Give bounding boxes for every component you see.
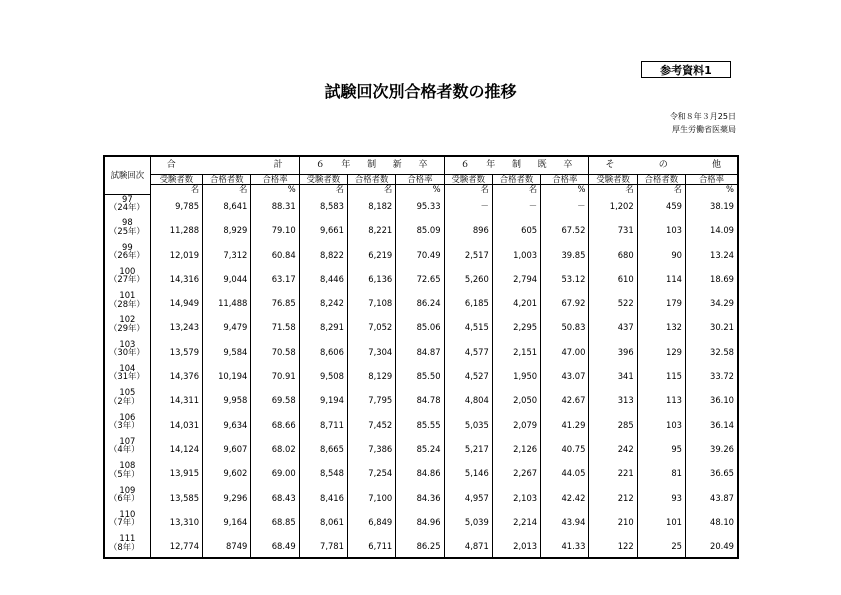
value-cell: 86.24 [396,291,444,315]
value-cell: 5,217 [444,437,492,461]
value-cell: 7,100 [347,486,395,510]
value-cell: 42.67 [541,388,589,412]
value-cell: 7,108 [347,291,395,315]
unit-cell: 名 [347,184,395,194]
row-header-cell: 試験回次 [104,156,150,194]
value-cell: 103 [637,218,685,242]
value-cell: 9,634 [203,413,251,437]
table-row [104,267,738,291]
document-date: 令和８年３月25日 [669,112,736,121]
unit-cell: 名 [492,184,540,194]
value-cell: 115 [637,364,685,388]
value-cell: 7,795 [347,388,395,412]
value-cell: 522 [589,291,637,315]
value-cell: 2,214 [492,510,540,534]
value-cell: 731 [589,218,637,242]
value-cell: 40.75 [541,437,589,461]
table-row [104,461,738,485]
table-body [104,194,738,558]
value-cell: 47.00 [541,340,589,364]
value-cell: 2,103 [492,486,540,510]
value-cell: 30.21 [686,315,739,339]
value-cell: 4,871 [444,534,492,558]
value-cell: 285 [589,413,637,437]
group-header-char: 他 [711,159,721,170]
exam-round-cell [104,461,150,485]
value-cell: 8,548 [299,461,347,485]
table-row [104,218,738,242]
exam-round-year: （30年） [109,347,145,358]
value-cell: 84.78 [396,388,444,412]
value-cell: 68.43 [251,486,299,510]
value-cell: 10,194 [203,364,251,388]
value-cell: 2,079 [492,413,540,437]
exam-round-year: （24年） [109,201,145,212]
value-cell: 70.91 [251,364,299,388]
table-row [104,243,738,267]
value-cell: 2,013 [492,534,540,558]
exam-round-year: （31年） [109,371,145,382]
table-row [104,413,738,437]
exam-round-cell [104,291,150,315]
value-cell: 680 [589,243,637,267]
group-header-char: の [658,159,668,170]
group-header-char: 卒 [418,159,428,170]
sub-header-cell: 合格者数 [637,174,685,184]
value-cell: － [492,194,540,218]
exam-round-cell [104,267,150,291]
value-cell: 9,296 [203,486,251,510]
value-cell: 38.19 [686,194,739,218]
value-cell: 101 [637,510,685,534]
value-cell: 122 [589,534,637,558]
value-cell: 8749 [203,534,251,558]
value-cell: 114 [637,267,685,291]
issuing-organization: 厚生労働省医薬局 [672,125,736,134]
value-cell: 70.58 [251,340,299,364]
exam-round-number: 103 [119,339,136,349]
value-cell: 68.85 [251,510,299,534]
value-cell: 8,929 [203,218,251,242]
value-cell: 7,304 [347,340,395,364]
value-cell: 7,254 [347,461,395,485]
value-cell: 5,039 [444,510,492,534]
value-cell: 2,794 [492,267,540,291]
value-cell: 95 [637,437,685,461]
value-cell: 8,606 [299,340,347,364]
value-cell: 9,508 [299,364,347,388]
value-cell: 69.00 [251,461,299,485]
value-cell: 41.29 [541,413,589,437]
value-cell: 32.58 [686,340,739,364]
exam-round-cell [104,413,150,437]
exam-round-cell [104,486,150,510]
sub-header-cell: 合格者数 [203,174,251,184]
value-cell: 4,804 [444,388,492,412]
exam-round-cell [104,218,150,242]
value-cell: 84.36 [396,486,444,510]
exam-round-number: 102 [119,315,136,325]
sub-header-cell: 受験者数 [299,174,347,184]
table-row [104,340,738,364]
unit-cell: % [541,184,589,194]
exam-round-number: 100 [119,266,136,276]
value-cell: 9,661 [299,218,347,242]
sub-header-cell: 合格者数 [492,174,540,184]
sub-header-cell: 受験者数 [589,174,637,184]
value-cell: 9,164 [203,510,251,534]
value-cell: 7,312 [203,243,251,267]
value-cell: 14,316 [150,267,202,291]
value-cell: 36.65 [686,461,739,485]
exam-round-number: 111 [119,534,136,544]
value-cell: 8,583 [299,194,347,218]
unit-row [104,184,738,194]
value-cell: 14,376 [150,364,202,388]
unit-cell: 名 [444,184,492,194]
value-cell: 2,126 [492,437,540,461]
exam-round-number: 97 [122,194,133,204]
value-cell: 12,019 [150,243,202,267]
unit-cell: % [251,184,299,194]
group-header-char: 年 [341,159,351,170]
value-cell: 8,416 [299,486,347,510]
value-cell: 36.10 [686,388,739,412]
group-header-char: 制 [367,159,377,170]
value-cell: 2,267 [492,461,540,485]
value-cell: 113 [637,388,685,412]
page-title: 試験回次別合格者数の推移 [324,82,517,101]
value-cell: 6,136 [347,267,395,291]
table-row [104,510,738,534]
value-cell: 210 [589,510,637,534]
group-header-char: 卒 [563,159,573,170]
group-header-previous-grads [444,156,589,174]
value-cell: 8,446 [299,267,347,291]
value-cell: － [541,194,589,218]
group-header-char: 制 [511,159,521,170]
value-cell: 132 [637,315,685,339]
value-cell: 13,585 [150,486,202,510]
reference-label: 参考資料1 [641,61,731,78]
table-row [104,315,738,339]
value-cell: 70.49 [396,243,444,267]
value-cell: 39.85 [541,243,589,267]
exam-round-year: （7年） [109,517,140,528]
exam-round-number: 104 [119,364,136,374]
value-cell: 14.09 [686,218,739,242]
exam-round-number: 99 [122,242,133,252]
value-cell: 8,221 [347,218,395,242]
value-cell: 81 [637,461,685,485]
value-cell: 84.87 [396,340,444,364]
value-cell: 610 [589,267,637,291]
exam-round-number: 107 [119,436,136,446]
results-table [103,155,739,559]
exam-round-cell [104,194,150,218]
group-header-new-grads [299,156,444,174]
value-cell: 242 [589,437,637,461]
table-row [104,534,738,558]
unit-cell: 名 [150,184,202,194]
value-cell: 13,579 [150,340,202,364]
value-cell: 2,151 [492,340,540,364]
exam-round-cell [104,340,150,364]
value-cell: 14,311 [150,388,202,412]
group-header-total [150,156,299,174]
value-cell: 85.09 [396,218,444,242]
value-cell: 5,035 [444,413,492,437]
value-cell: 8,061 [299,510,347,534]
value-cell: 48.10 [686,510,739,534]
value-cell: 68.66 [251,413,299,437]
value-cell: 18.69 [686,267,739,291]
sub-header-cell: 合格率 [251,174,299,184]
exam-round-year: （8年） [109,541,140,552]
value-cell: 86.25 [396,534,444,558]
value-cell: 79.10 [251,218,299,242]
exam-round-year: （6年） [109,492,140,503]
value-cell: 7,052 [347,315,395,339]
exam-round-number: 106 [119,412,136,422]
value-cell: 60.84 [251,243,299,267]
value-cell: 67.92 [541,291,589,315]
sub-header-cell: 合格率 [541,174,589,184]
value-cell: 11,488 [203,291,251,315]
value-cell: 459 [637,194,685,218]
group-header-char: そ [605,159,615,170]
exam-round-number: 98 [122,218,133,228]
unit-cell: 名 [203,184,251,194]
value-cell: 85.55 [396,413,444,437]
value-cell: 63.17 [251,267,299,291]
exam-round-year: （3年） [109,420,140,431]
table-row [104,388,738,412]
value-cell: 9,194 [299,388,347,412]
value-cell: 43.87 [686,486,739,510]
value-cell: 34.29 [686,291,739,315]
value-cell: 8,822 [299,243,347,267]
value-cell: 9,479 [203,315,251,339]
value-cell: 605 [492,218,540,242]
table-row [104,364,738,388]
unit-cell: 名 [299,184,347,194]
value-cell: 7,386 [347,437,395,461]
sub-header-cell: 受験者数 [444,174,492,184]
unit-cell: 名 [637,184,685,194]
value-cell: 9,584 [203,340,251,364]
group-header-char: 新 [392,159,402,170]
value-cell: 85.24 [396,437,444,461]
value-cell: 72.65 [396,267,444,291]
value-cell: 13,310 [150,510,202,534]
exam-round-year: （5年） [109,468,140,479]
exam-round-year: （28年） [109,298,145,309]
value-cell: 221 [589,461,637,485]
value-cell: 1,950 [492,364,540,388]
unit-cell: % [396,184,444,194]
value-cell: 212 [589,486,637,510]
exam-round-number: 108 [119,461,136,471]
group-header-row [104,156,738,174]
sub-header-row [104,174,738,184]
value-cell: 95.33 [396,194,444,218]
value-cell: 41.33 [541,534,589,558]
exam-round-number: 105 [119,388,136,398]
value-cell: 85.50 [396,364,444,388]
value-cell: 4,957 [444,486,492,510]
value-cell: 7,452 [347,413,395,437]
value-cell: 313 [589,388,637,412]
exam-round-cell [104,388,150,412]
value-cell: 20.49 [686,534,739,558]
value-cell: 43.07 [541,364,589,388]
exam-round-cell [104,315,150,339]
value-cell: 14,949 [150,291,202,315]
value-cell: 9,607 [203,437,251,461]
value-cell: 6,711 [347,534,395,558]
value-cell: 129 [637,340,685,364]
value-cell: 2,050 [492,388,540,412]
value-cell: 8,711 [299,413,347,437]
exam-round-number: 110 [119,509,136,519]
value-cell: 13,243 [150,315,202,339]
value-cell: 8,182 [347,194,395,218]
exam-round-cell [104,534,150,558]
unit-cell: 名 [589,184,637,194]
exam-round-year: （4年） [109,444,140,455]
sub-header-cell: 受験者数 [150,174,202,184]
value-cell: 85.06 [396,315,444,339]
value-cell: 8,641 [203,194,251,218]
value-cell: 90 [637,243,685,267]
value-cell: 7,781 [299,534,347,558]
value-cell: 8,129 [347,364,395,388]
value-cell: 9,602 [203,461,251,485]
value-cell: 13.24 [686,243,739,267]
group-header-char: ６ [315,159,325,170]
value-cell: 8,242 [299,291,347,315]
value-cell: 68.49 [251,534,299,558]
value-cell: 8,291 [299,315,347,339]
value-cell: 4,527 [444,364,492,388]
exam-round-year: （26年） [109,250,145,260]
value-cell: 396 [589,340,637,364]
value-cell: 14,031 [150,413,202,437]
value-cell: 12,774 [150,534,202,558]
value-cell: 36.14 [686,413,739,437]
exam-round-number: 101 [119,291,136,301]
value-cell: 4,577 [444,340,492,364]
value-cell: 71.58 [251,315,299,339]
value-cell: 39.26 [686,437,739,461]
value-cell: 179 [637,291,685,315]
value-cell: 5,146 [444,461,492,485]
table-row [104,486,738,510]
value-cell: 14,124 [150,437,202,461]
value-cell: 9,044 [203,267,251,291]
value-cell: 341 [589,364,637,388]
group-header-char: 既 [537,159,547,170]
value-cell: 33.72 [686,364,739,388]
value-cell: － [444,194,492,218]
value-cell: 13,915 [150,461,202,485]
value-cell: 67.52 [541,218,589,242]
value-cell: 2,517 [444,243,492,267]
value-cell: 76.85 [251,291,299,315]
value-cell: 11,288 [150,218,202,242]
sub-header-cell: 合格率 [686,174,739,184]
value-cell: 896 [444,218,492,242]
exam-round-year: （29年） [109,322,145,333]
value-cell: 2,295 [492,315,540,339]
value-cell: 437 [589,315,637,339]
group-header-char: 計 [273,159,283,170]
value-cell: 68.02 [251,437,299,461]
group-header-char: 年 [486,159,496,170]
value-cell: 9,958 [203,388,251,412]
value-cell: 53.12 [541,267,589,291]
value-cell: 93 [637,486,685,510]
group-header-char: ６ [460,159,470,170]
exam-round-cell [104,510,150,534]
value-cell: 42.42 [541,486,589,510]
group-header-char: 合 [166,159,176,170]
value-cell: 84.96 [396,510,444,534]
value-cell: 69.58 [251,388,299,412]
value-cell: 6,185 [444,291,492,315]
value-cell: 25 [637,534,685,558]
exam-round-year: （25年） [109,225,145,236]
value-cell: 6,219 [347,243,395,267]
table-row [104,437,738,461]
value-cell: 1,202 [589,194,637,218]
value-cell: 1,003 [492,243,540,267]
value-cell: 88.31 [251,194,299,218]
value-cell: 84.86 [396,461,444,485]
unit-cell: % [686,184,739,194]
value-cell: 8,665 [299,437,347,461]
exam-round-cell [104,437,150,461]
exam-round-cell [104,243,150,267]
value-cell: 4,201 [492,291,540,315]
exam-round-year: （27年） [109,274,145,285]
group-header-other [589,156,738,174]
exam-round-number: 109 [119,485,136,495]
value-cell: 4,515 [444,315,492,339]
sub-header-cell: 合格者数 [347,174,395,184]
value-cell: 5,260 [444,267,492,291]
sub-header-cell: 合格率 [396,174,444,184]
table-row [104,291,738,315]
value-cell: 9,785 [150,194,202,218]
value-cell: 43.94 [541,510,589,534]
value-cell: 44.05 [541,461,589,485]
value-cell: 6,849 [347,510,395,534]
value-cell: 103 [637,413,685,437]
exam-round-cell [104,364,150,388]
table-row [104,194,738,218]
value-cell: 50.83 [541,315,589,339]
exam-round-year: （2年） [109,395,140,406]
